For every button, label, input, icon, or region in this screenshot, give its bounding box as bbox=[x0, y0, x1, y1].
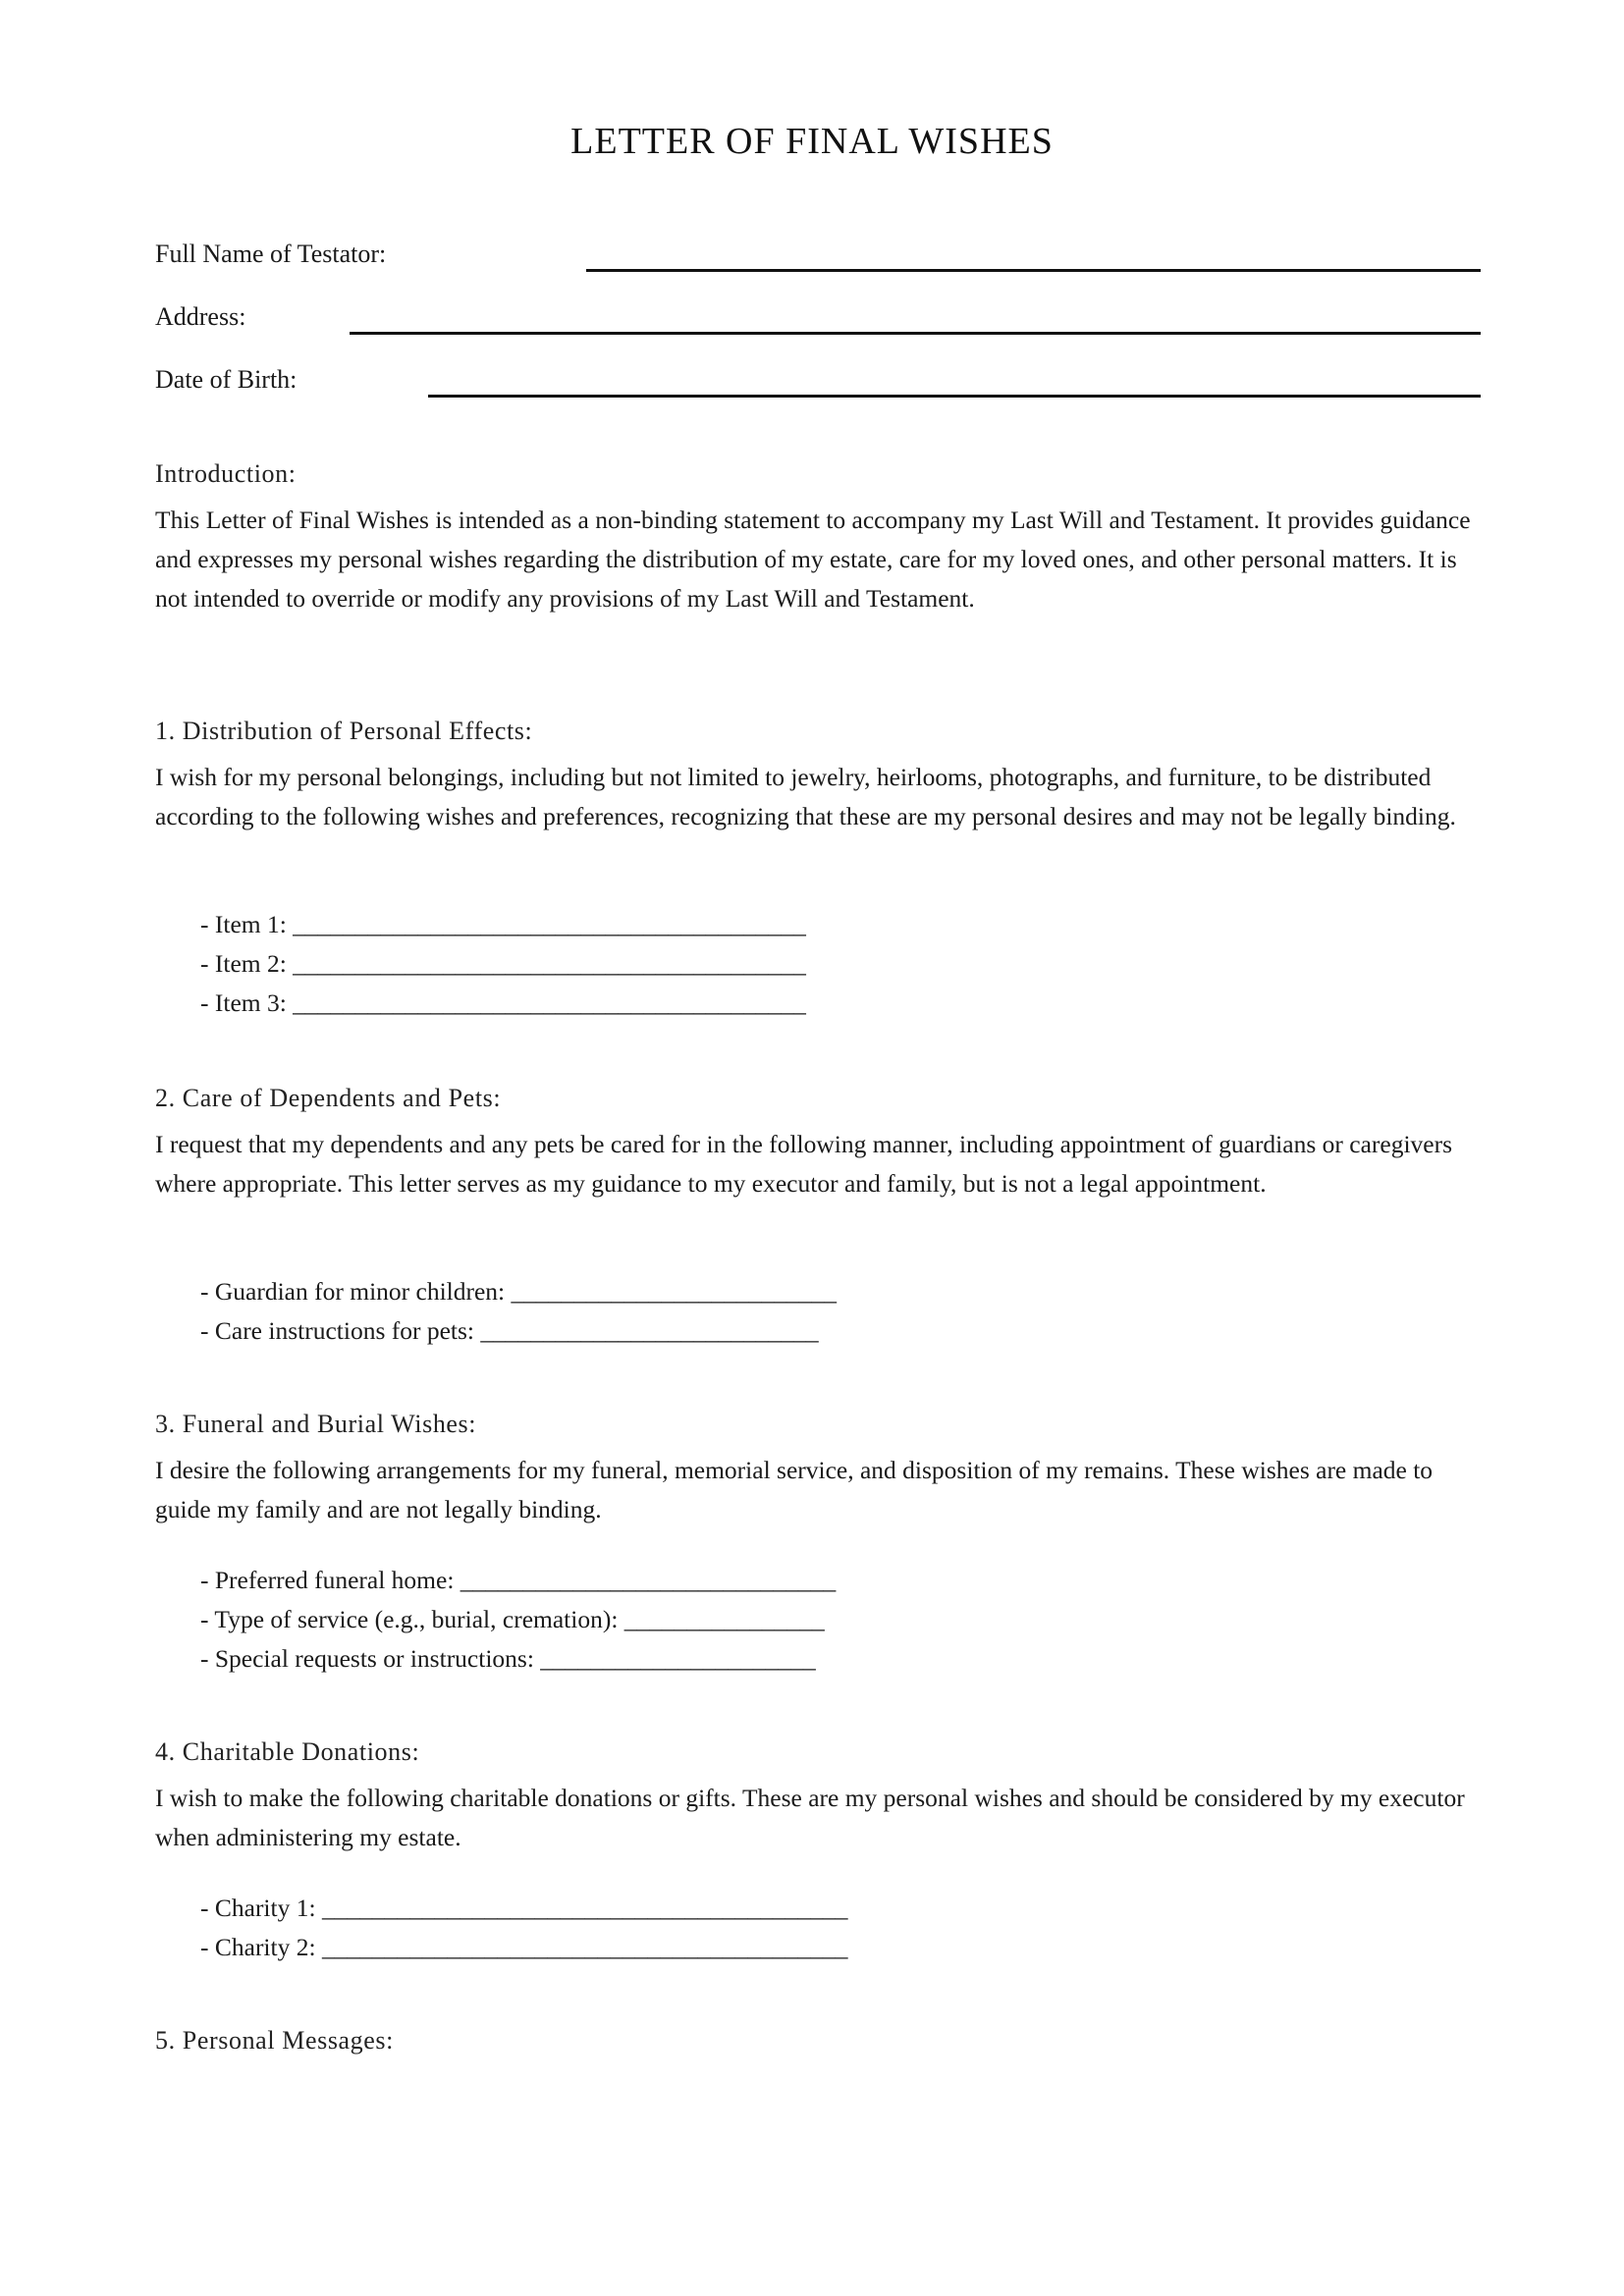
section-4-text: I wish to make the following charitable donations or gifts. These are my personal wishes and should be considered by my executor when administering my estate. bbox=[155, 1784, 1465, 1851]
section-4-heading: 4. Charitable Donations: bbox=[155, 1737, 420, 1766]
item-1-line[interactable]: - Item 1: _________________________________________ bbox=[200, 910, 806, 938]
service-type-line[interactable]: - Type of service (e.g., burial, cremation): ________________ bbox=[200, 1605, 825, 1633]
funeral-home-line[interactable]: - Preferred funeral home: ______________________________ bbox=[200, 1566, 837, 1594]
item-2-line[interactable]: - Item 2: _________________________________________ bbox=[200, 949, 806, 978]
pet-care-line[interactable]: - Care instructions for pets: ___________________________ bbox=[200, 1316, 819, 1345]
section-2-item-list bbox=[200, 1272, 837, 1351]
section-1-item-list bbox=[200, 905, 806, 1023]
section-4-item-list bbox=[200, 1889, 847, 1967]
guardian-line[interactable]: - Guardian for minor children: __________________________ bbox=[200, 1277, 838, 1306]
document-title: LETTER OF FINAL WISHES bbox=[570, 121, 1054, 162]
date-of-birth-label: Date of Birth: bbox=[155, 365, 298, 394]
charity-1-line[interactable]: - Charity 1: __________________________________________ bbox=[200, 1894, 848, 1922]
section-3-text: I desire the following arrangements for my funeral, memorial service, and disposition of my remains. These wishes are made to guide my family and are not legally binding. bbox=[155, 1456, 1434, 1523]
section-1-text: I wish for my personal belongings, including but not limited to jewelry, heirlooms, photographs, and furniture, to be distributed according to the following wishes and preferences, recognizing that these are my personal desires and may not be legally binding. bbox=[155, 763, 1456, 830]
section-2-heading: 2. Care of Dependents and Pets: bbox=[155, 1084, 502, 1112]
section-5-heading: 5. Personal Messages: bbox=[155, 2026, 394, 2055]
address-label: Address: bbox=[155, 302, 246, 331]
section-2-text: I request that my dependents and any pets be cared for in the following manner, including appointment of guardians or caregivers where appropriate. This letter serves as my guidance to my executor and family, but is not a legal appointment. bbox=[155, 1130, 1453, 1198]
full-name-label: Full Name of Testator: bbox=[155, 240, 387, 268]
introduction-heading: Introduction: bbox=[155, 459, 297, 488]
address-field[interactable] bbox=[350, 332, 1481, 335]
charity-2-line[interactable]: - Charity 2: __________________________________________ bbox=[200, 1933, 848, 1961]
section-3-heading: 3. Funeral and Burial Wishes: bbox=[155, 1410, 477, 1438]
date-of-birth-field[interactable] bbox=[428, 395, 1481, 398]
section-1-heading: 1. Distribution of Personal Effects: bbox=[155, 717, 533, 745]
special-requests-line[interactable]: - Special requests or instructions: ______________________ bbox=[200, 1644, 816, 1673]
item-3-line[interactable]: - Item 3: _________________________________________ bbox=[200, 988, 806, 1017]
section-3-item-list bbox=[200, 1561, 836, 1679]
full-name-field[interactable] bbox=[586, 269, 1481, 272]
introduction-text: This Letter of Final Wishes is intended as a non-binding statement to accompany my Last Will and Testament. It provides guidance and expresses my personal wishes regarding the distribution of my estate, care for my loved ones, and other personal matters. It is not intended to override or modify any provisions of my Last Will and Testament. bbox=[155, 506, 1471, 613]
